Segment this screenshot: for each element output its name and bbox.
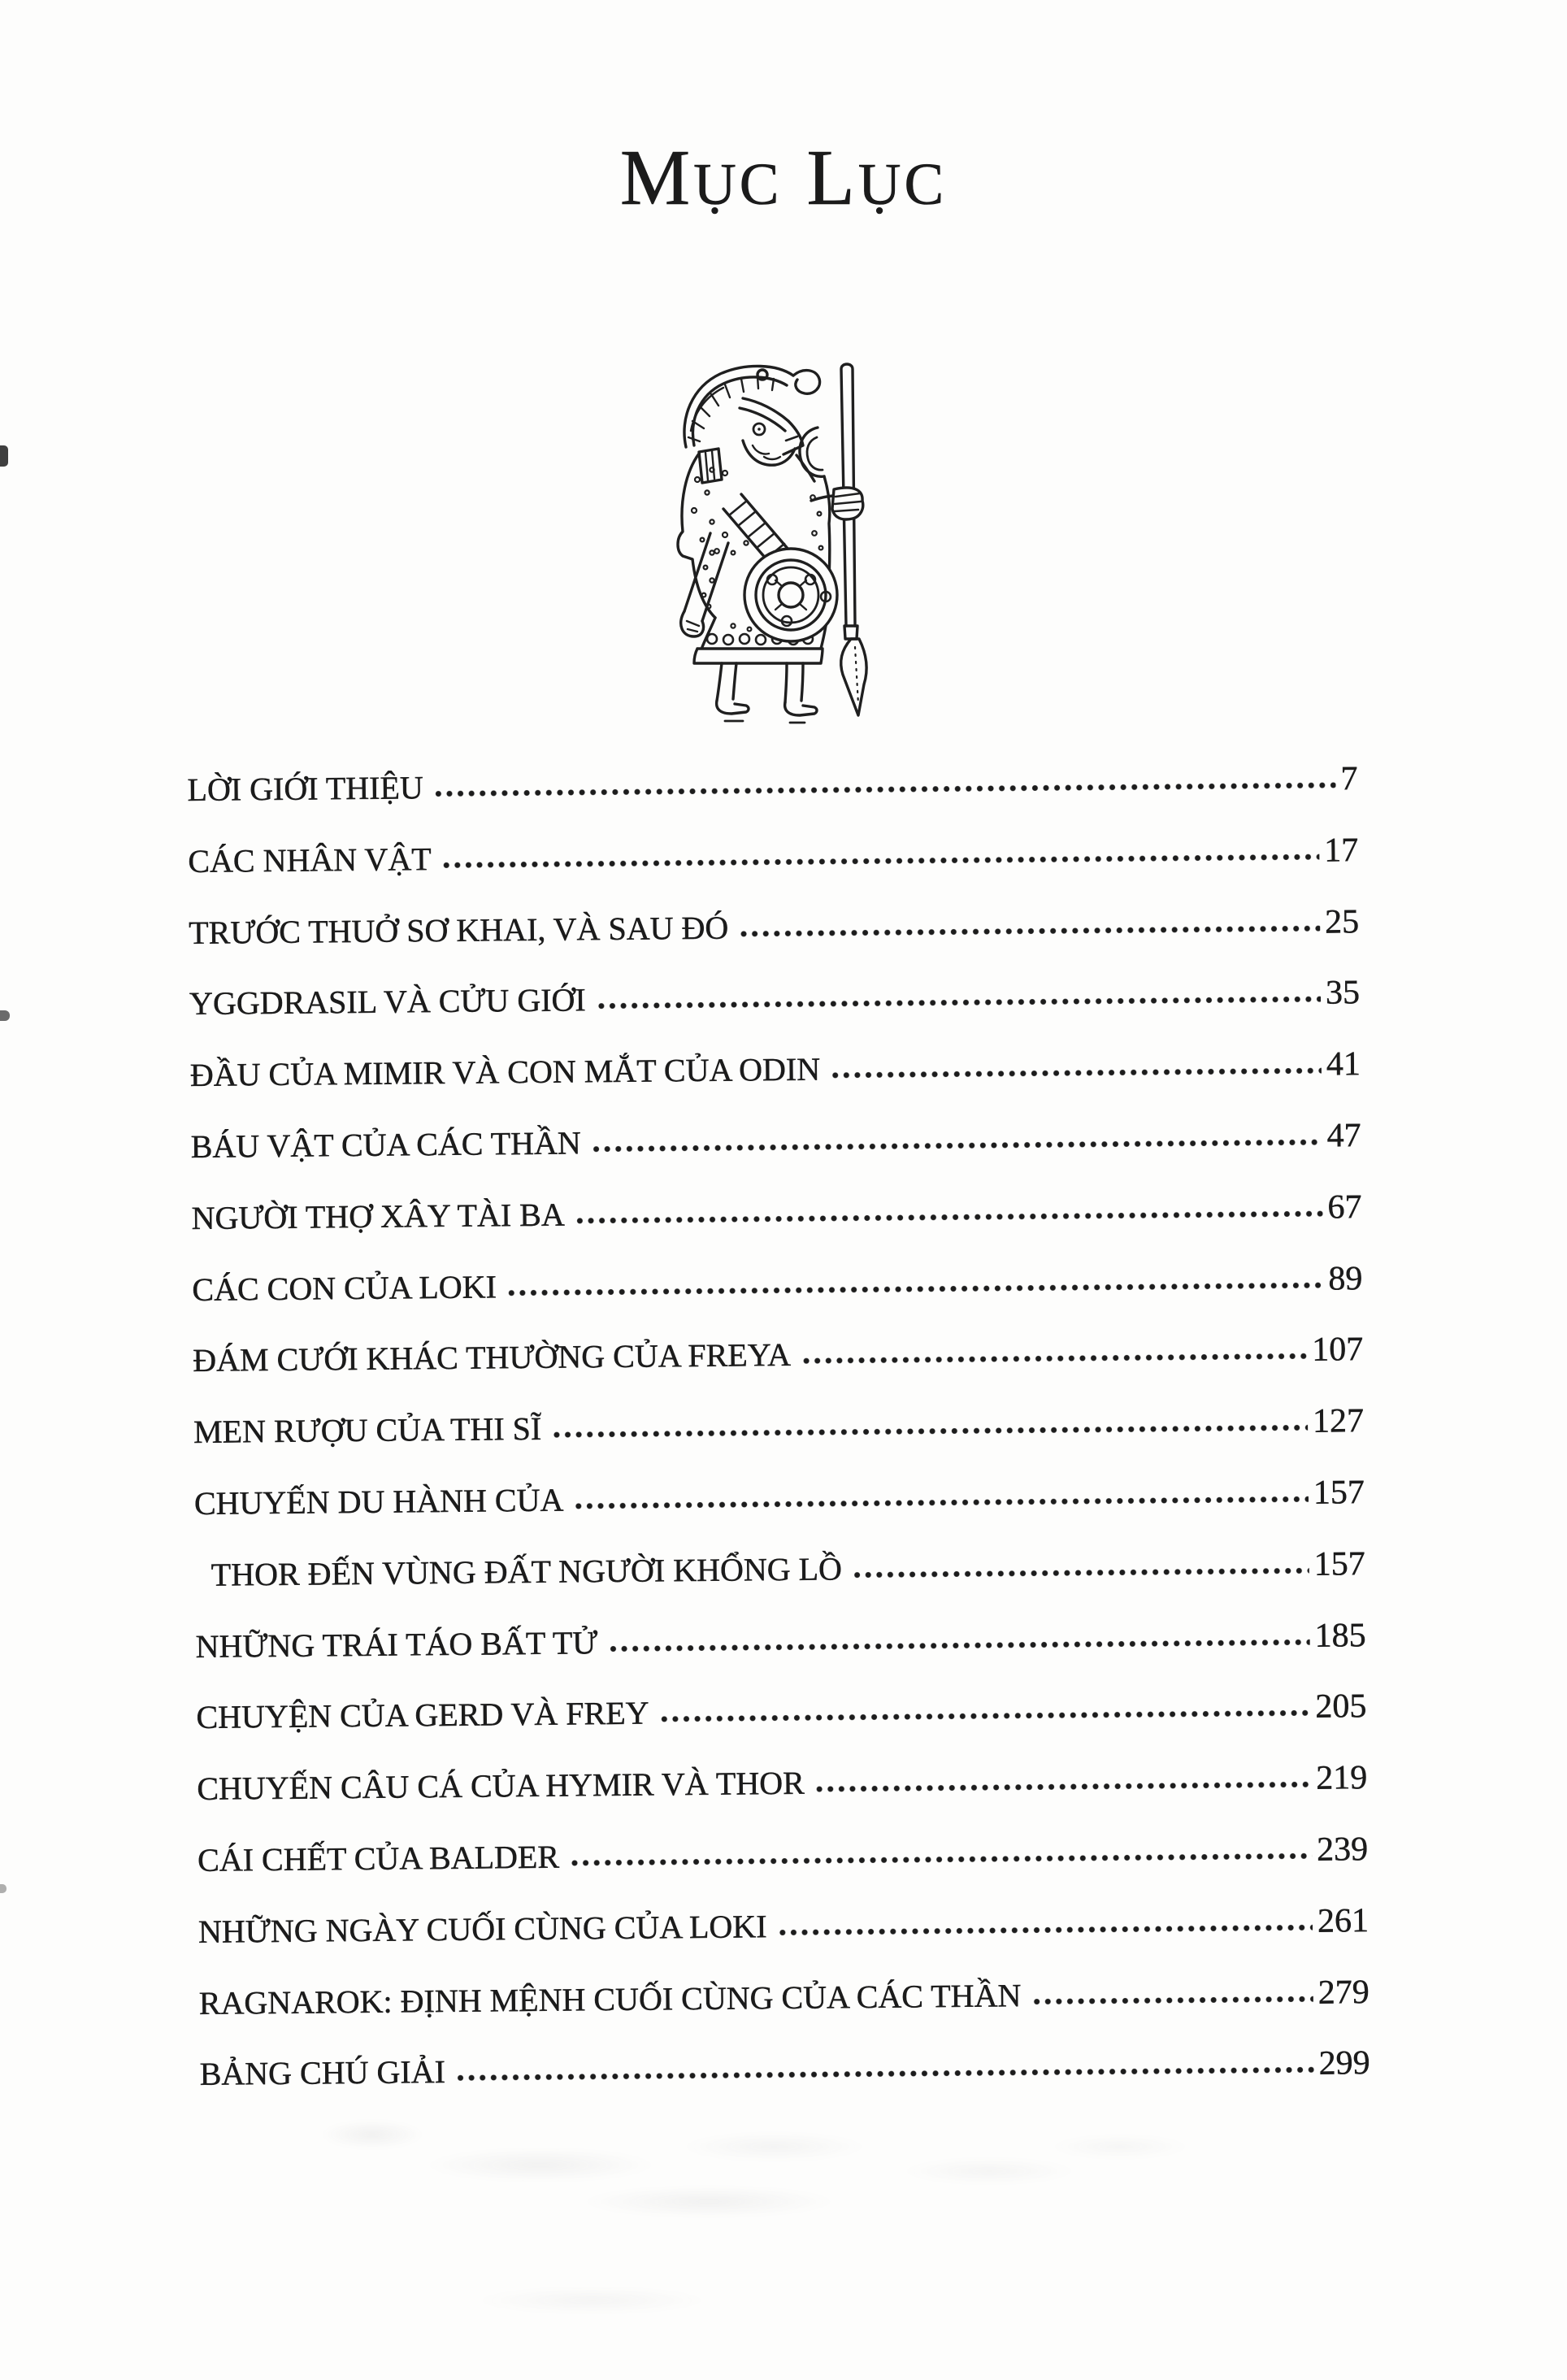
toc-entry-page: 35	[1325, 974, 1361, 1012]
toc-entry-page: 127	[1312, 1402, 1365, 1440]
toc-entry-title: NHỮNG NGÀY CUỐI CÙNG CỦA LOKI	[198, 1907, 767, 1950]
scan-edge-mark	[0, 1884, 7, 1893]
title-letters: ỤC	[693, 151, 783, 217]
toc-entry	[198, 1805, 1369, 1887]
toc-entry-title: MEN RƯỢU CỦA THI SĨ	[193, 1410, 542, 1451]
dot-leader	[506, 1265, 1324, 1297]
toc-entry	[194, 1519, 1365, 1602]
dot-leader	[814, 1765, 1312, 1794]
toc-entry	[191, 1162, 1362, 1245]
toc-entry-title: THOR ĐẾN VÙNG ĐẤT NGƯỜI KHỔNG LỒ	[211, 1550, 843, 1593]
toc-entry-page: 157	[1313, 1474, 1365, 1512]
toc-entry	[189, 949, 1361, 1031]
viking-warrior-illustration	[675, 350, 890, 740]
toc-entry-title: CÁC NHÂN VẬT	[188, 840, 432, 879]
scan-edge-mark	[0, 445, 8, 467]
scan-edge-mark	[0, 1010, 10, 1021]
toc-entry-title: CHUYỆN CỦA GERD VÀ FREY	[196, 1694, 649, 1736]
toc-entry-page: 107	[1311, 1331, 1364, 1370]
toc-entry-page: 17	[1324, 831, 1359, 870]
title-letters: ỤC	[857, 151, 948, 217]
toc-entry-title: NGƯỜI THỢ XÂY TÀI BA	[191, 1196, 565, 1236]
toc-entry-title: RAGNAROK: ĐỊNH MỆNH CUỐI CÙNG CỦA CÁC THẦN	[198, 1976, 1022, 2022]
toc-entry-page: 47	[1326, 1117, 1361, 1155]
toc-entry	[198, 1876, 1369, 1959]
toc-list	[187, 734, 1370, 2101]
ink-bleed-ghost	[260, 2110, 1195, 2232]
dot-leader	[433, 765, 1336, 798]
dot-leader	[830, 1051, 1322, 1080]
toc-entry-page: 239	[1316, 1831, 1369, 1869]
dot-leader	[575, 1193, 1323, 1225]
toc-entry	[195, 1591, 1366, 1674]
toc-entry-page: 157	[1313, 1544, 1365, 1583]
toc-entry-title: BẢNG CHÚ GIẢI	[199, 2053, 446, 2093]
toc-entry-title: CHUYẾN DU HÀNH CỦA	[193, 1481, 564, 1522]
title-letter: M	[619, 134, 694, 221]
toc-entry-page: 261	[1317, 1901, 1369, 1940]
dot-leader	[441, 836, 1319, 869]
dot-leader	[596, 979, 1322, 1011]
toc-entry-title: ĐẦU CỦA MIMIR VÀ CON MẮT CỦA ODIN	[189, 1050, 821, 1094]
toc-entry	[190, 1091, 1361, 1174]
toc-entry-title: CÁI CHẾT CỦA BALDER	[197, 1838, 560, 1878]
toc-entry-title: CHUYẾN CÂU CÁ CỦA HYMIR VÀ THOR	[197, 1764, 805, 1808]
toc-entry	[189, 877, 1360, 960]
dot-leader	[776, 1908, 1313, 1937]
dot-leader	[455, 2050, 1314, 2082]
toc-entry-page: 67	[1327, 1188, 1362, 1227]
dot-leader	[738, 908, 1320, 938]
dot-leader	[852, 1551, 1309, 1579]
toc-entry-page: 25	[1324, 902, 1360, 941]
toc-entry-title: CÁC CON CỦA LOKI	[192, 1267, 497, 1308]
toc-entry	[196, 1661, 1367, 1744]
dot-leader	[1031, 1978, 1313, 2005]
dot-leader	[569, 1836, 1312, 1868]
dot-leader	[551, 1408, 1308, 1440]
toc-entry	[193, 1305, 1364, 1388]
toc-entry-title: LỜI GIỚI THIỆU	[187, 769, 424, 808]
toc-entry-title: YGGDRASIL VÀ CỬU GIỚI	[189, 981, 586, 1023]
dot-leader	[573, 1479, 1309, 1511]
toc-entry	[187, 734, 1358, 817]
toc-entry	[188, 806, 1359, 888]
toc-entry	[193, 1448, 1365, 1531]
toc-entry-page: 205	[1315, 1687, 1367, 1726]
dot-leader	[591, 1123, 1322, 1154]
toc-entry	[189, 1019, 1361, 1102]
toc-entry	[198, 1948, 1369, 2030]
page-title	[0, 134, 1567, 221]
toc-entry-page: 185	[1314, 1616, 1366, 1655]
title-letter: L	[806, 134, 858, 221]
dot-leader	[801, 1336, 1307, 1366]
toc-entry-title: TRƯỚC THUỞ SƠ KHAI, VÀ SAU ĐÓ	[188, 909, 729, 951]
toc-entry	[192, 1234, 1363, 1317]
toc-entry-title: NHỮNG TRÁI TÁO BẤT TỬ	[195, 1623, 598, 1665]
ink-bleed-ghost	[423, 2268, 845, 2333]
toc-entry-title: BÁU VẬT CỦA CÁC THẦN	[190, 1124, 582, 1165]
toc-entry-page: 89	[1328, 1259, 1363, 1298]
toc-entry	[199, 2018, 1370, 2101]
toc-entry	[197, 1733, 1368, 1816]
toc-entry	[193, 1376, 1365, 1459]
toc-entry-title: ĐÁM CƯỚI KHÁC THƯỜNG CỦA FREYA	[193, 1336, 792, 1379]
viking-warrior-svg	[675, 350, 890, 740]
toc-entry-page: 219	[1316, 1759, 1368, 1797]
dot-leader	[658, 1693, 1310, 1724]
toc-entry-page: 299	[1318, 2044, 1370, 2083]
toc-entry-page: 279	[1317, 1973, 1370, 2012]
toc-entry-page: 7	[1340, 760, 1358, 798]
dot-leader	[607, 1622, 1310, 1653]
toc-entry-page: 41	[1326, 1045, 1361, 1084]
